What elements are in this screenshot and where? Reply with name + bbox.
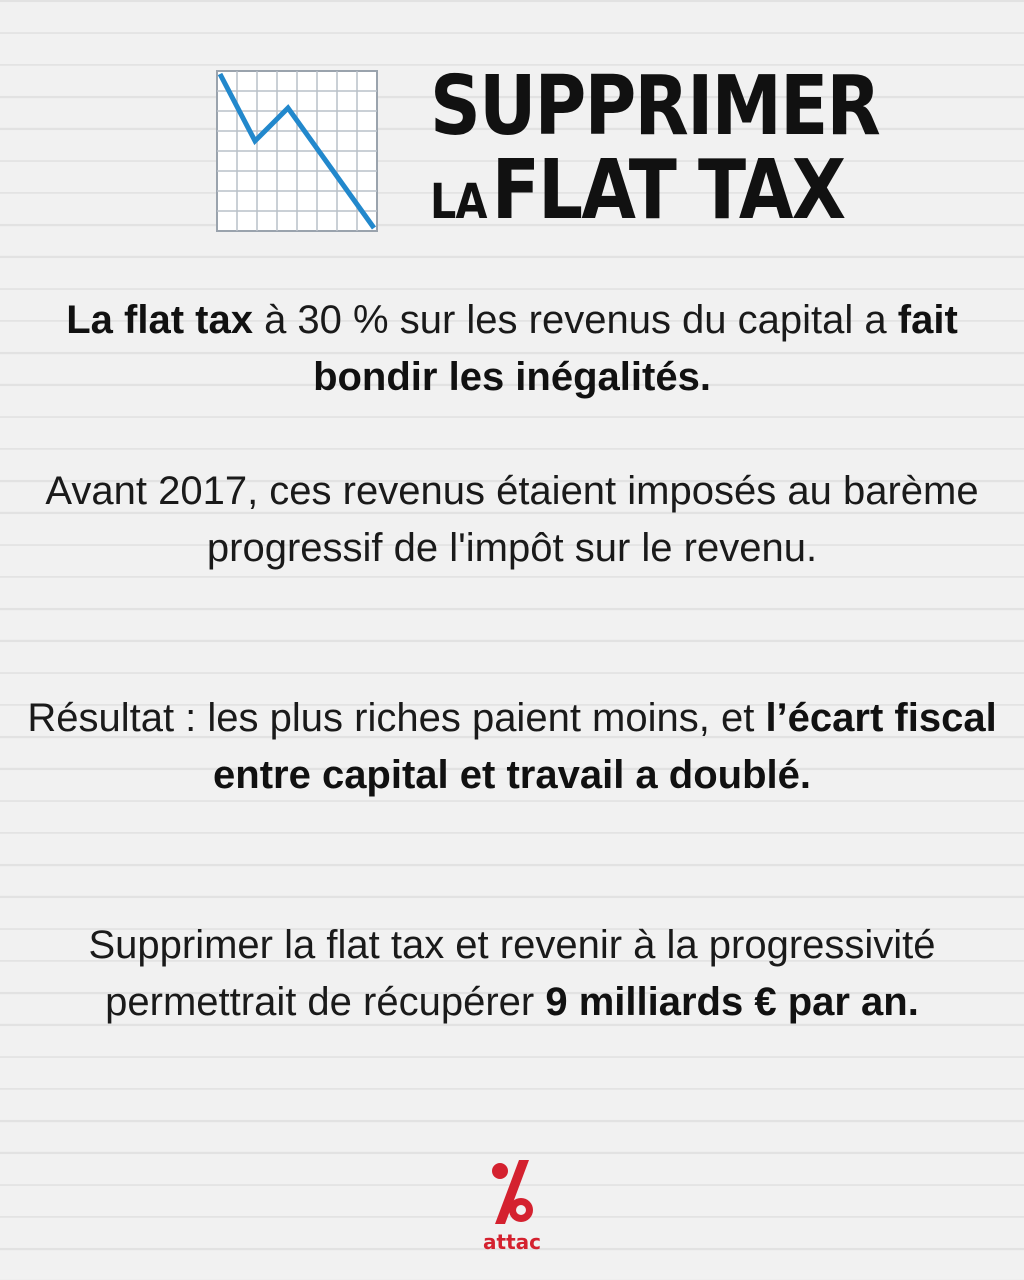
text-result: Résultat : les plus riches paient moins, et xyxy=(27,696,766,740)
text-proposal: Supprimer la flat tax et revenir à la progressivité permettrait de récupérer xyxy=(88,923,936,1024)
bold-inequalities: fait bondir les inégalités. xyxy=(313,298,958,399)
title-article: LA xyxy=(430,174,487,230)
paragraph-flat-tax xyxy=(0,292,1024,406)
paragraph-proposal xyxy=(0,917,1024,1031)
title-line-1: SUPPRIMER xyxy=(430,59,880,154)
chart-decreasing-icon xyxy=(216,70,378,232)
paragraph-result xyxy=(0,690,1024,804)
bold-billions: 9 milliards € par an. xyxy=(545,980,919,1024)
text-before-2017: Avant 2017, ces revenus étaient imposés au barème progressif de l'impôt sur le revenu. xyxy=(45,469,979,570)
percent-logo-icon xyxy=(489,1158,535,1228)
paragraph-before-2017 xyxy=(0,463,1024,577)
attac-logo xyxy=(472,1158,552,1268)
logo-word: attac xyxy=(483,1230,541,1254)
page-title xyxy=(430,59,880,238)
bold-fiscal-gap: l’écart fiscal entre capital et travail a doublé. xyxy=(213,696,997,797)
text-flat-tax: à 30 % sur les revenus du capital a xyxy=(252,298,898,342)
title-flat-tax: FLAT TAX xyxy=(491,143,845,238)
bold-flat-tax: La flat tax xyxy=(66,298,253,342)
title-line-2 xyxy=(430,143,879,238)
